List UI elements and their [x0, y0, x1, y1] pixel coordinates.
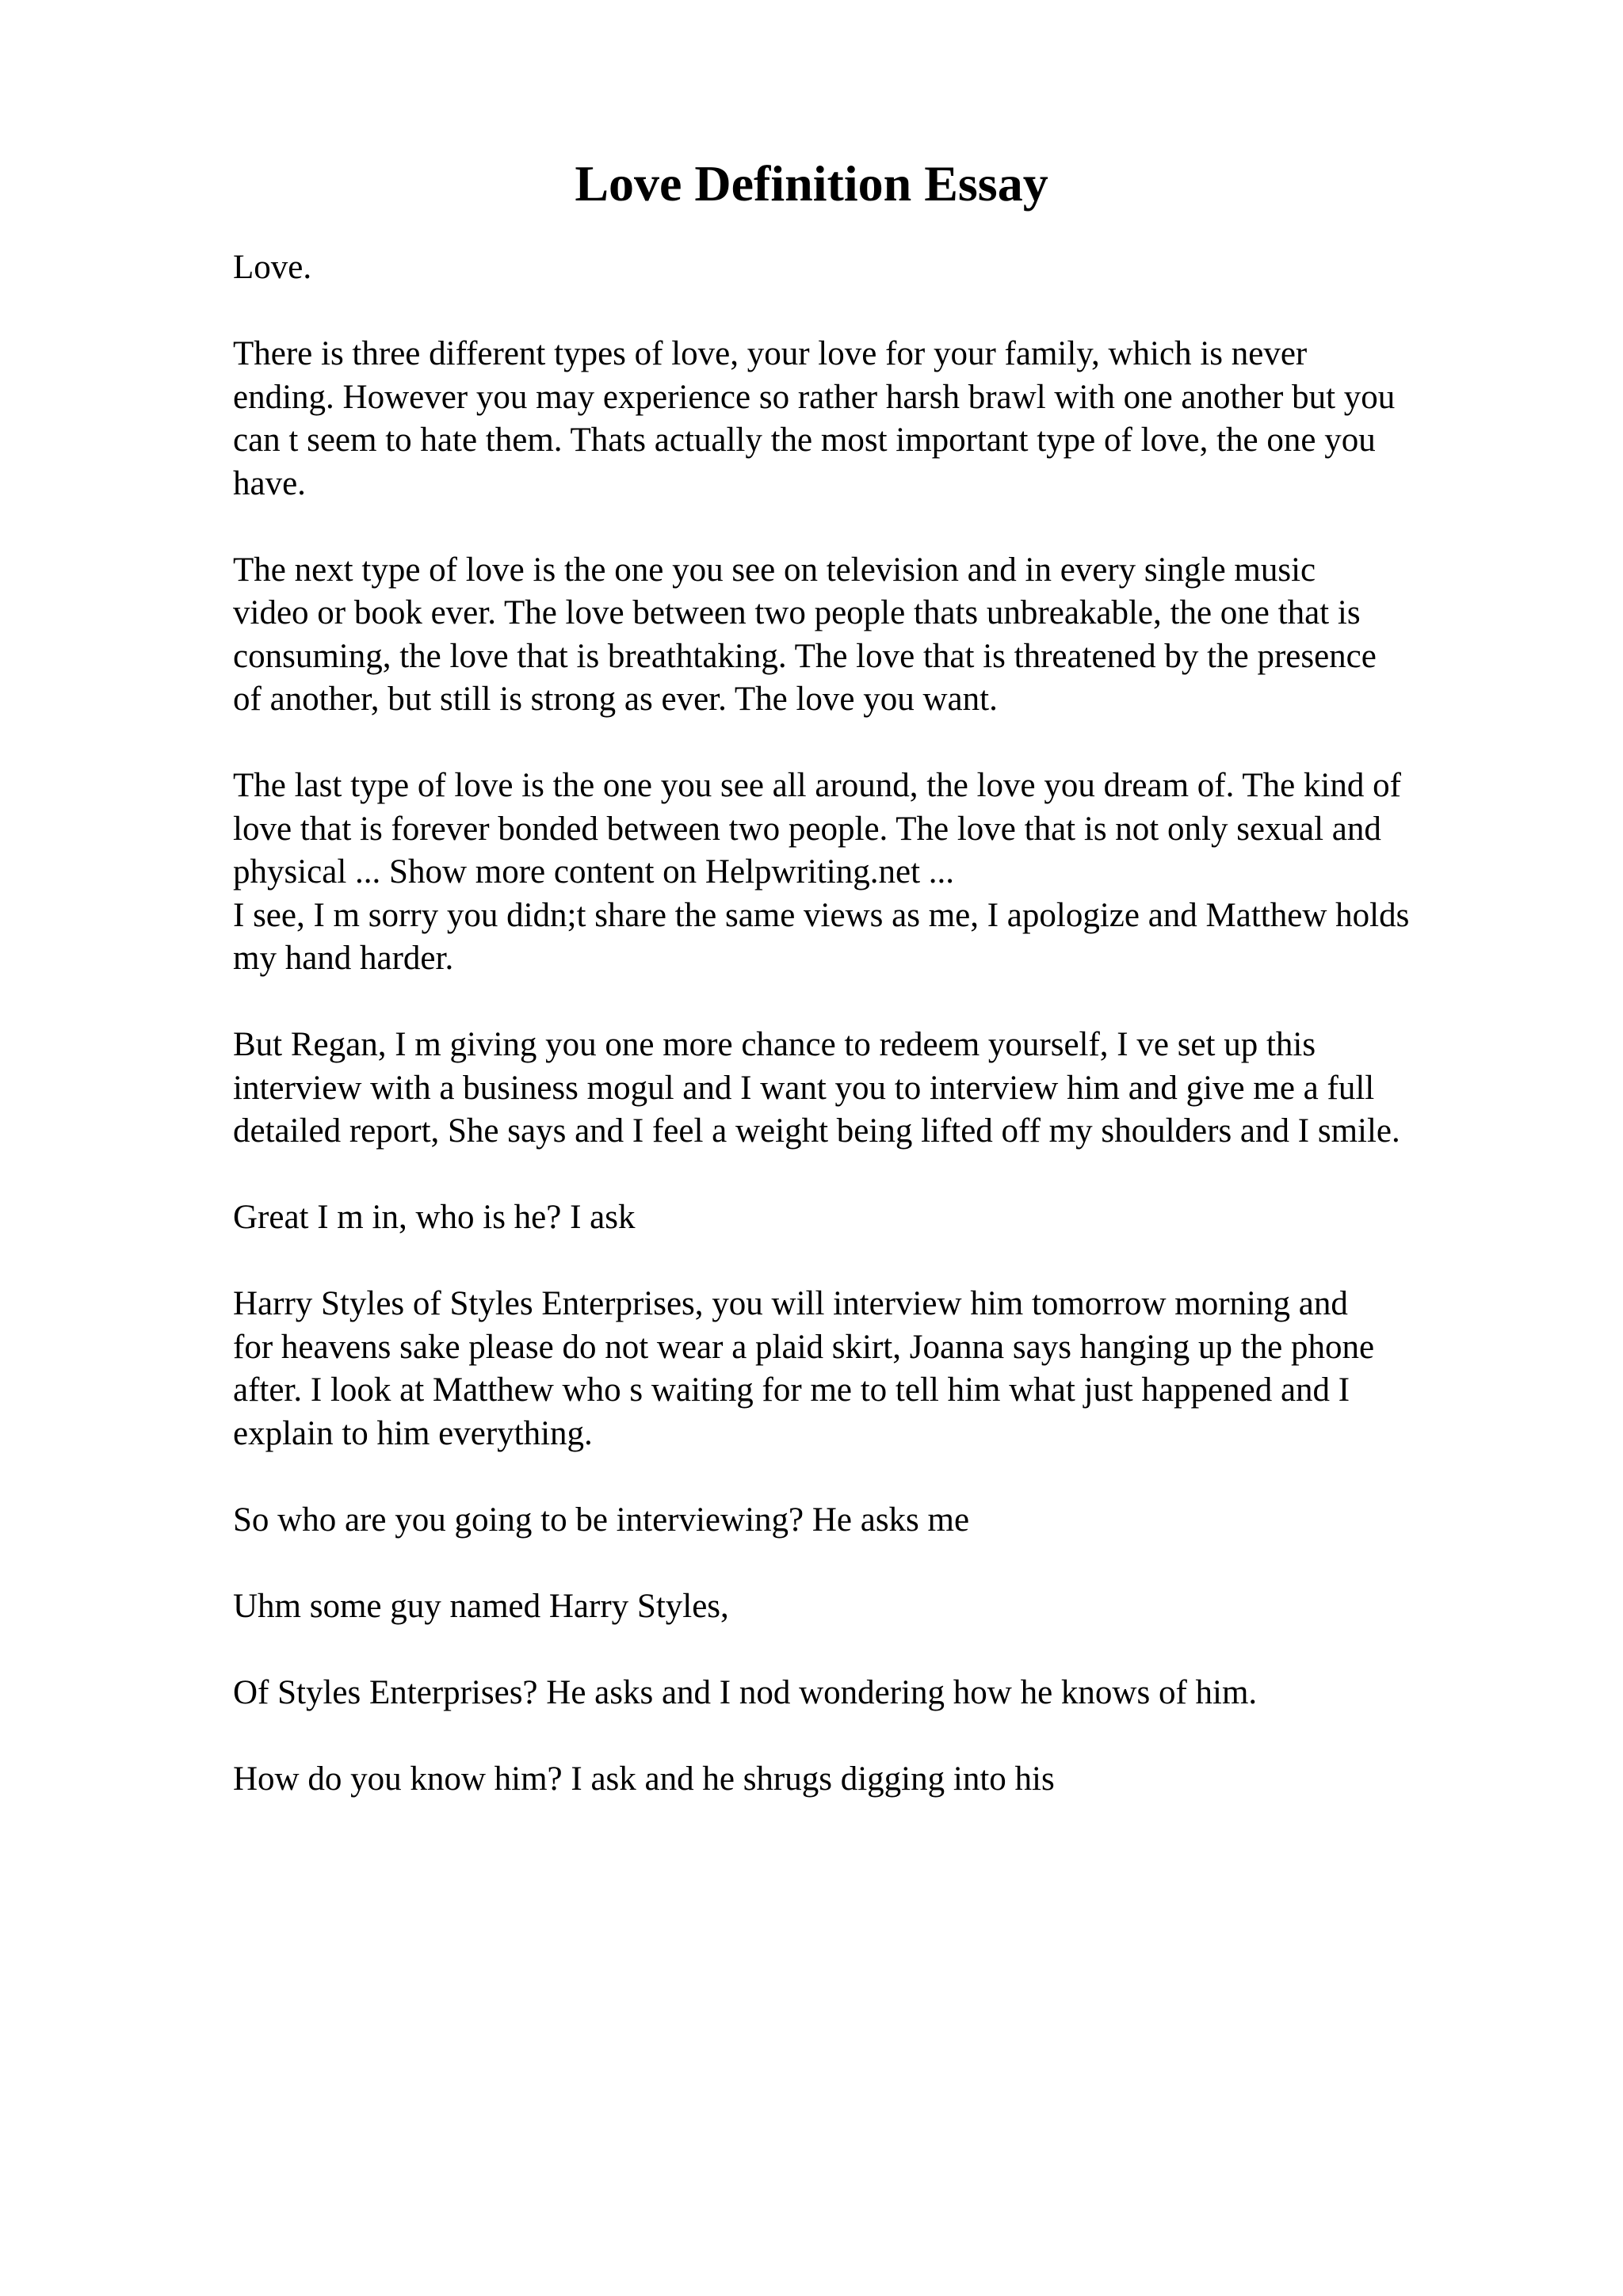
paragraph-10: Uhm some guy named Harry Styles, [233, 1587, 729, 1625]
paragraph-6: But Regan, I m giving you one more chance to redeem yourself, I ve set up this interview with a business mogul and I want you to interview him and give me a full detailed report, She says and I feel a weight being lifted off my shoulders and I smile. [233, 1026, 1400, 1150]
paragraph-1: Love. [233, 249, 312, 286]
paragraph-11: Of Styles Enterprises? He asks and I nod wondering how he knows of him. [233, 1673, 1258, 1711]
paragraph-5: I see, I m sorry you didn;t share the same views as me, I apologize and Matthew holds my hand harder. [233, 896, 1410, 977]
paragraph-2: There is three different types of love, your love for your family, which is never ending. However you may experience so rather harsh brawl with one another but you can t seem to hate them. Thats actually the most important type of love, the one you have. [233, 335, 1396, 502]
paragraph-9: So who are you going to be interviewing? He asks me [233, 1501, 970, 1539]
paragraph-12: How do you know him? I ask and he shrugs digging into his [233, 1760, 1055, 1798]
paragraph-7: Great I m in, who is he? I ask [233, 1199, 636, 1236]
paragraph-4: The last type of love is the one you see all around, the love you dream of. The kind of love that is forever bonded between two people. The love that is not only sexual and physical ... Show more content on Helpwriting.net ... [233, 767, 1401, 891]
paragraph-3: The next type of love is the one you see on television and in every single music video or book ever. The love between two people thats unbreakable, the one that is consuming, the love that is breathtaking. The love that is threatened by the presence of another, but still is strong as ever. The love you want. [233, 551, 1377, 718]
paragraph-8: Harry Styles of Styles Enterprises, you will interview him tomorrow morning and for heavens sake please do not wear a plaid skirt, Joanna says hanging up the phone after. I look at Matthew who s waiting for me to tell him what just happened and I explain to him everything. [233, 1285, 1375, 1452]
document-body [233, 246, 1533, 1844]
document-title: Love Definition Essay [575, 155, 1048, 212]
